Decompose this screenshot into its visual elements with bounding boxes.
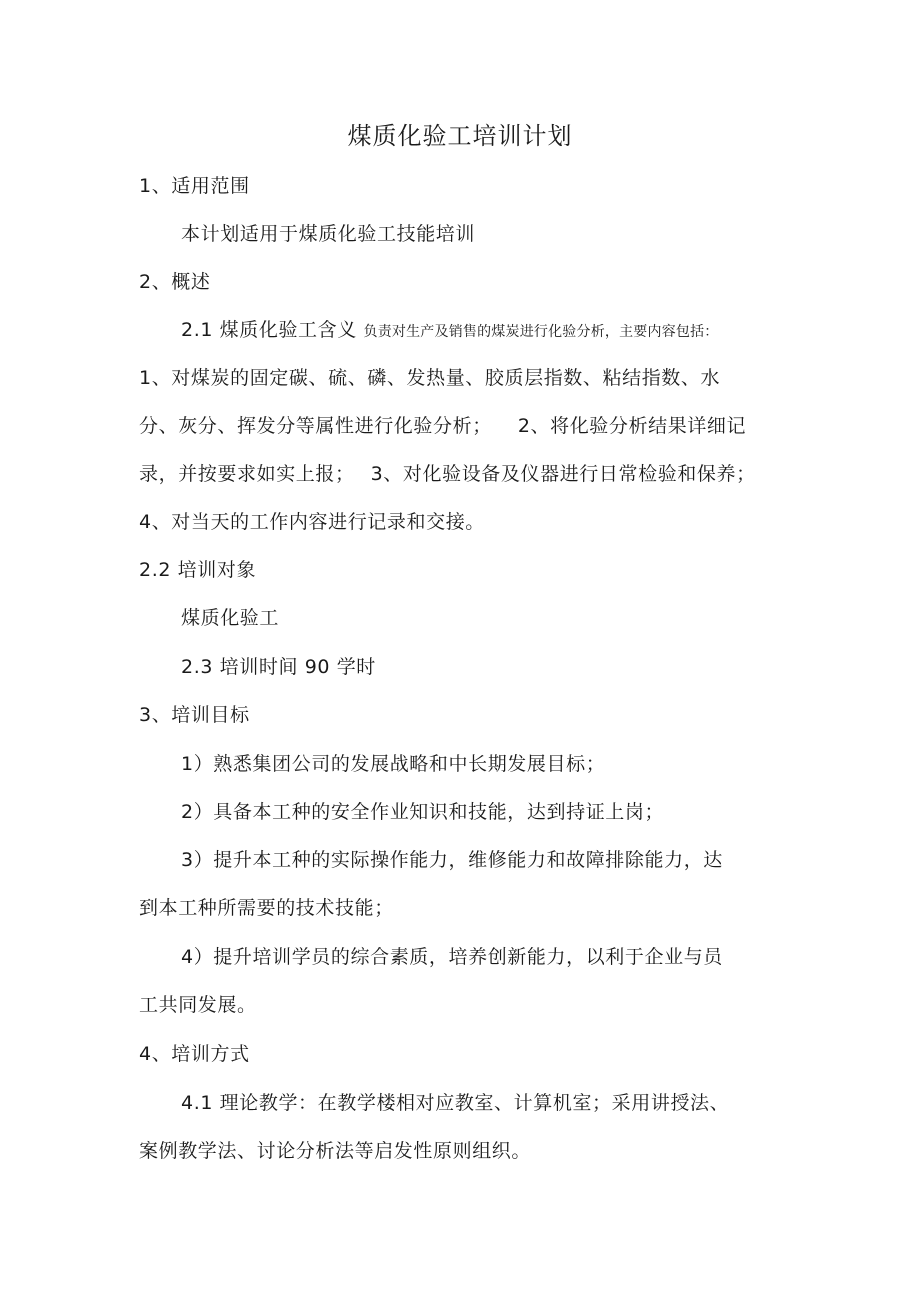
section-3-heading: 3、培训目标 — [139, 704, 250, 726]
paragraph-fragment: 3、对化验设备及仪器进行日常检验和保养； — [370, 463, 756, 485]
section-1-body: 本计划适用于煤质化验工技能培训 — [181, 223, 476, 245]
section-2-1-paragraph-line: 1、对煤炭的固定碳、硫、磷、发热量、胶质层指数、粘结指数、水 — [139, 367, 721, 389]
goal-item: 2）具备本工种的安全作业知识和技能，达到持证上岗； — [181, 801, 665, 823]
section-2-1-paragraph-line — [139, 414, 746, 438]
section-4-heading: 4、培训方式 — [139, 1043, 250, 1065]
section-2-heading: 2、概述 — [139, 271, 211, 293]
paragraph-fragment: 分、灰分、挥发分等属性进行化验分析； — [139, 415, 492, 437]
goal-item-continued: 工共同发展。 — [139, 994, 257, 1016]
goal-item: 3）提升本工种的实际操作能力，维修能力和故障排除能力，达 — [181, 849, 723, 871]
goal-item: 1）熟悉集团公司的发展战略和中长期发展目标； — [181, 753, 606, 775]
section-2-1-paragraph-line: 4、对当天的工作内容进行记录和交接。 — [139, 511, 485, 533]
section-4-1-line-continued: 案例教学法、讨论分析法等启发性原则组织。 — [139, 1140, 532, 1162]
section-2-1-label: 2.1 煤质化验工含义 — [181, 319, 357, 341]
section-2-3-line: 2.3 培训时间 90 学时 — [181, 656, 376, 678]
section-2-1-small-text: 负责对生产及销售的煤炭进行化验分析，主要内容包括： — [363, 324, 719, 340]
section-2-1-line — [181, 318, 719, 344]
document-title: 煤质化验工培训计划 — [347, 122, 573, 150]
section-2-2-body: 煤质化验工 — [181, 607, 280, 629]
goal-item-continued: 到本工种所需要的技术技能； — [139, 897, 394, 919]
section-2-1-paragraph-line — [139, 462, 756, 486]
paragraph-fragment: 录，并按要求如实上报； — [139, 463, 355, 485]
paragraph-fragment: 2、将化验分析结果详细记 — [517, 415, 747, 437]
section-1-heading: 1、适用范围 — [139, 175, 250, 197]
section-2-2-heading: 2.2 培训对象 — [139, 559, 257, 581]
section-4-1-line: 4.1 理论教学：在教学楼相对应教室、计算机室；采用讲授法、 — [181, 1092, 730, 1114]
goal-item: 4）提升培训学员的综合素质，培养创新能力，以利于企业与员 — [181, 946, 723, 968]
